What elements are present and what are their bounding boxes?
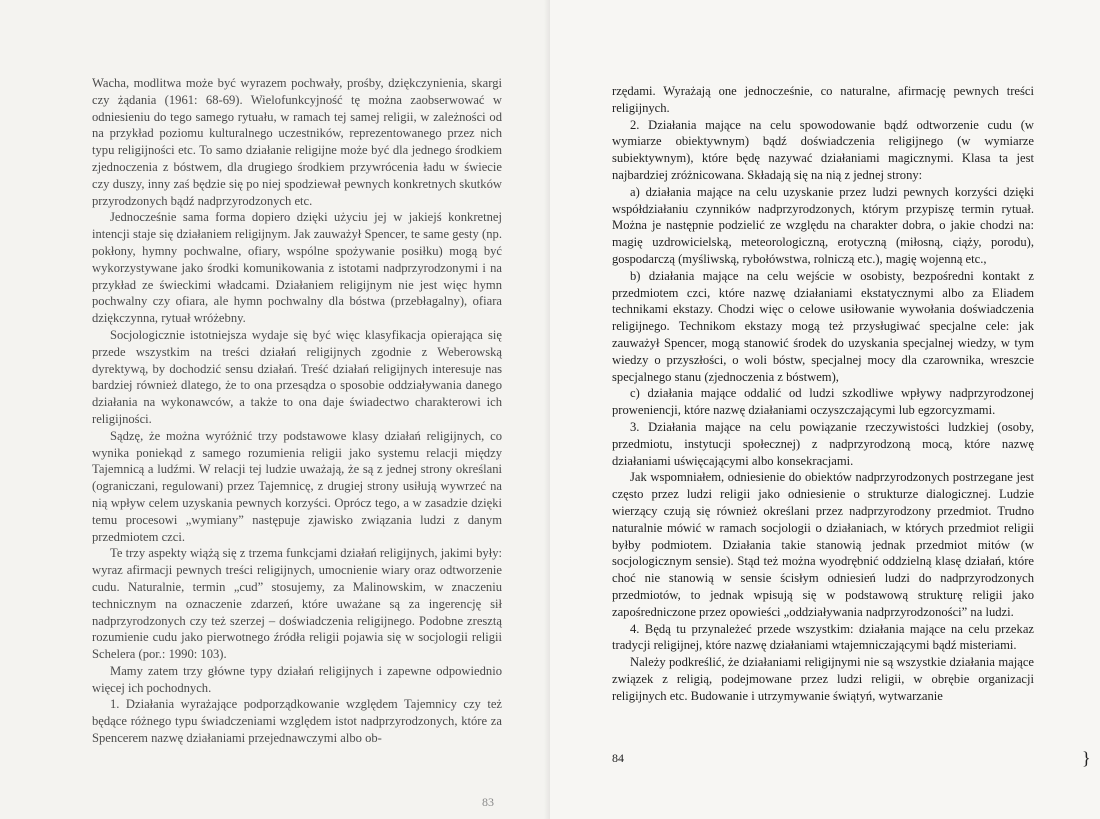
paragraph: 1. Działania wyrażające podporządkowanie względem Tajemnicy czy też będące różnego typu świadczeniami względem istot nadprzyrodzonych, które za Spencerem nazwę działaniami przejednawczymi albo ob- [92, 697, 502, 746]
paragraph: rzędami. Wyrażają one jednocześnie, co naturalne, afirmację pewnych treści religijnych. [612, 84, 1034, 115]
left-page-text [92, 75, 502, 747]
list-item: a) działania mające na celu uzyskanie przez ludzi pewnych korzyści dzięki współdziałaniu czynników nadprzyrodzonych, którym przypiszę termin rytuał. Można je następnie podzielić ze względu na charakter dobra, o jakie chodzi na: magię uzdrowicielską, meteorologiczną, erotyczną (miłosną, ciąży, porodu), gospodarczą (myśliwską, rybołówstwa, rolniczą etc.), magię wojenną etc., [612, 184, 1034, 266]
scan-artifact-mark: } [1082, 748, 1091, 768]
paragraph: Jednocześnie sama forma dopiero dzięki użyciu jej w jakiejś konkretnej intencji staje się działaniem religijnym. Jak zauważył Spencer, te same gesty (np. pokłony, hymny pochwalne, ofiary, wspólne spożywanie posiłku) mogą być wykorzystywane jako środki komunikowania z istotami nadprzyrodzonymi i na przykład ze świeckimi władcami. Działaniem religijnym nie jest więc hymn pochwalny czy ofiara, ale hymn pochwalny dla bóstwa (przebłagalny), ofiara dziękczynna, rytuał wróżebny. [92, 210, 502, 326]
paragraph: Mamy zatem trzy główne typy działań religijnych i zapewne odpowiednio więcej ich pochodnych. [92, 663, 502, 695]
paragraph: Należy podkreślić, że działaniami religijnymi nie są wszystkie działania mające związek z religią, podejmowane przez ludzi religii, w obrębie organizacji religijnych etc. Budowanie i utrzymywanie świątyń, wytwarzanie [612, 655, 1034, 703]
paragraph: Te trzy aspekty wiążą się z trzema funkcjami działań religijnych, jakimi były: wyraz afirmacji pewnych treści religijnych, umocnienie wiary oraz odtworzenie cudu. Naturalnie, termin „cud” stosujemy, za Malinowskim, w znaczeniu technicznym na oznaczenie zdarzeń, które uważane są za ingerencję sił nadprzyrodzonych czy też szerzej – doświadczenia religijnego. Podobne zresztą rozumienie cudu jako pierwotnego źródła religii pojawia się w socjologii religii Schelera (por.: 1990: 103). [92, 546, 502, 662]
right-page-text [612, 83, 1034, 704]
list-item: b) działania mające na celu wejście w osobisty, bezpośredni kontakt z przedmiotem czci, które nazwę działaniami ekstatycznymi albo za Eliadem technikami ekstazy. Chodzi więc o celowe usiłowanie wywołania doświadczenia religijnego. Technikom ekstazy mogą też przysługiwać specjalne cele: jak zauważył Spencer, mogą stanowić środek do uzyskania specjalnej wiedzy, w tym wiedzy o przyszłości, o woli bóstw, specjalnej mocy dla czarownika, wreszcie specjalnego stanu (zjednoczenia z bóstwem), [612, 268, 1034, 384]
paragraph: 2. Działania mające na celu spowodowanie bądź odtworzenie cudu (w wymiarze obiektywnym) bądź doświadczenia religijnego (w wymiarze subiektywnym), które będę nazywać działaniami magicznymi. Klasa ta jest najbardziej zróżnicowana. Składają się na nią z jednej strony: [612, 117, 1034, 182]
paragraph: Sądzę, że można wyróżnić trzy podstawowe klasy działań religijnych, co wynika poniekąd z samego rozumienia religii jako systemu relacji między Tajemnicą a ludźmi. W relacji tej ludzie uważają, że są z jednej strony określani (ograniczani, regulowani) przez Tajemnicę, z drugiej strony usiłują wywrzeć na nią wpływ celem uzyskania pewnych korzyści. Oprócz tego, a w zasadzie dzięki temu procesowi „wymiany” następuje zjawisko związania ludzi z danym przedmiotem czci. [92, 428, 502, 544]
right-page [550, 0, 1100, 819]
paragraph: Wacha, modlitwa może być wyrazem pochwały, prośby, dziękczynienia, skargi czy żądania (1961: 68-69). Wielofunkcyjność tę można zaobserwować w odniesieniu do tego samego rytuału, w ramach tej samej religii, w zależności od na przykład poziomu kulturalnego uczestników, reprezentowanego przez nich typu religijności etc. To samo działanie religijne może być dla jednego środkiem zjednoczenia z bóstwem, dla drugiego środkiem przywrócenia ładu w świecie czy duszy, inny zaś będzie się po niej spodziewał pewnych konkretnych skutków przyrodzonych bądź nadprzyrodzonych etc. [92, 76, 502, 208]
paragraph: 3. Działania mające na celu powiązanie rzeczywistości ludzkiej (osoby, przedmiotu, instytucji społecznej) z nadprzyrodzoną mocą, które nazwę działaniami uświęcającymi albo konsekracjami. [612, 419, 1034, 468]
page-number: 84 [612, 751, 624, 765]
page-number: 83 [482, 795, 494, 809]
paragraph: Socjologicznie istotniejsza wydaje się być więc klasyfikacja opierająca się przede wszystkim na treści działań religijnych zgodnie z Weberowską dyrektywą, by dochodzić sensu działań. Treść działań religijnych interesuje nas bardziej również dlatego, że to ona przesądza o sposobie oddziaływania danego działania na wykonawców, a także to ona daje świadectwo charakterowi ich religijności. [92, 327, 502, 426]
paragraph: Jak wspomniałem, odniesienie do obiektów nadprzyrodzonych postrzegane jest często przez ludzi religii jako odniesienie o strukturze dialogicznej. Ludzie wierzący czują się również określani przez nadprzyrodzony przedmiot. Trudno naturalnie mówić w ramach socjologii o działaniach, w których przedmiot religii byłby podmiotem. Działania takie stanowią jednak przedmiot mitów (w socjologicznym sensie). Stąd też można wyodrębnić oddzielną klasę działań, które choć nie stanowią w sensie ścisłym odniesień ludzi do nadprzyrodzonych przedmiotów, to jednak wpisują się w podstawową strukturę religii jako zapośredniczone przez opowieści „oddziaływania nadprzyrodzoności” na ludzi. [612, 470, 1034, 619]
list-item: c) działania mające oddalić od ludzi szkodliwe wpływy nadprzyrodzonej proweniencji, które nazwę działaniami oczyszczającymi lub egzorcyzmami. [612, 386, 1034, 418]
paragraph: 4. Będą tu przynależeć przede wszystkim: działania mające na celu przekaz tradycji religijnej, które nazwę działaniami wtajemniczającymi bądź misteriami. [612, 621, 1034, 653]
